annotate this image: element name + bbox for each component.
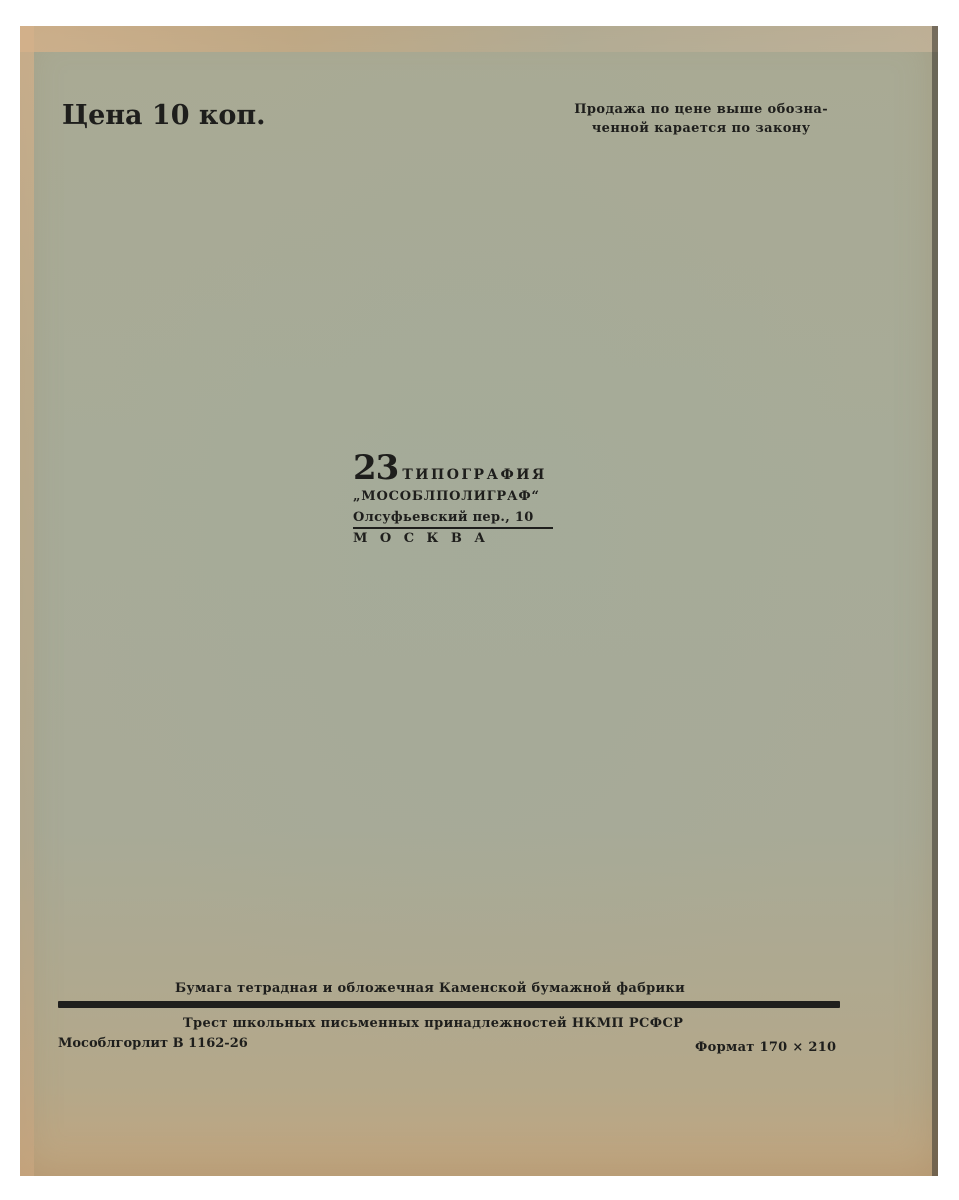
binding-edge [932, 26, 938, 1176]
imprint-label: ТИПОГРАФИЯ [402, 467, 547, 483]
imprint-name: „МОСОБЛПОЛИГРАФ“ [353, 489, 540, 504]
imprint-header [353, 448, 553, 488]
trust-note: Трест школьных письменных принадлежностей НКМП РСФСР [183, 1016, 684, 1031]
price-law-notice-line-1: Продажа по цене выше обозна- [574, 102, 828, 117]
worn-top-edge [20, 26, 938, 52]
worn-left-edge [20, 26, 34, 1176]
divider-rule [58, 1001, 840, 1008]
price-law-notice-line-2: ченной карается по закону [591, 121, 811, 136]
paper-source-note: Бумага тетрадная и обложечная Каменской бумажной фабрики [175, 981, 686, 996]
imprint-address: Олсуфьевский пер., 10 [353, 510, 553, 529]
censor-code: Мособлгорлит В 1162-26 [58, 1036, 248, 1051]
format-label: Формат 170 × 210 [695, 1040, 837, 1055]
printing-house-imprint [353, 448, 553, 546]
price-label: Цена 10 коп. [62, 100, 266, 131]
imprint-city: МОСКВА [353, 531, 498, 546]
notebook-back-cover [20, 26, 938, 1176]
imprint-number: 23 [353, 448, 399, 488]
price-law-notice [574, 100, 828, 138]
